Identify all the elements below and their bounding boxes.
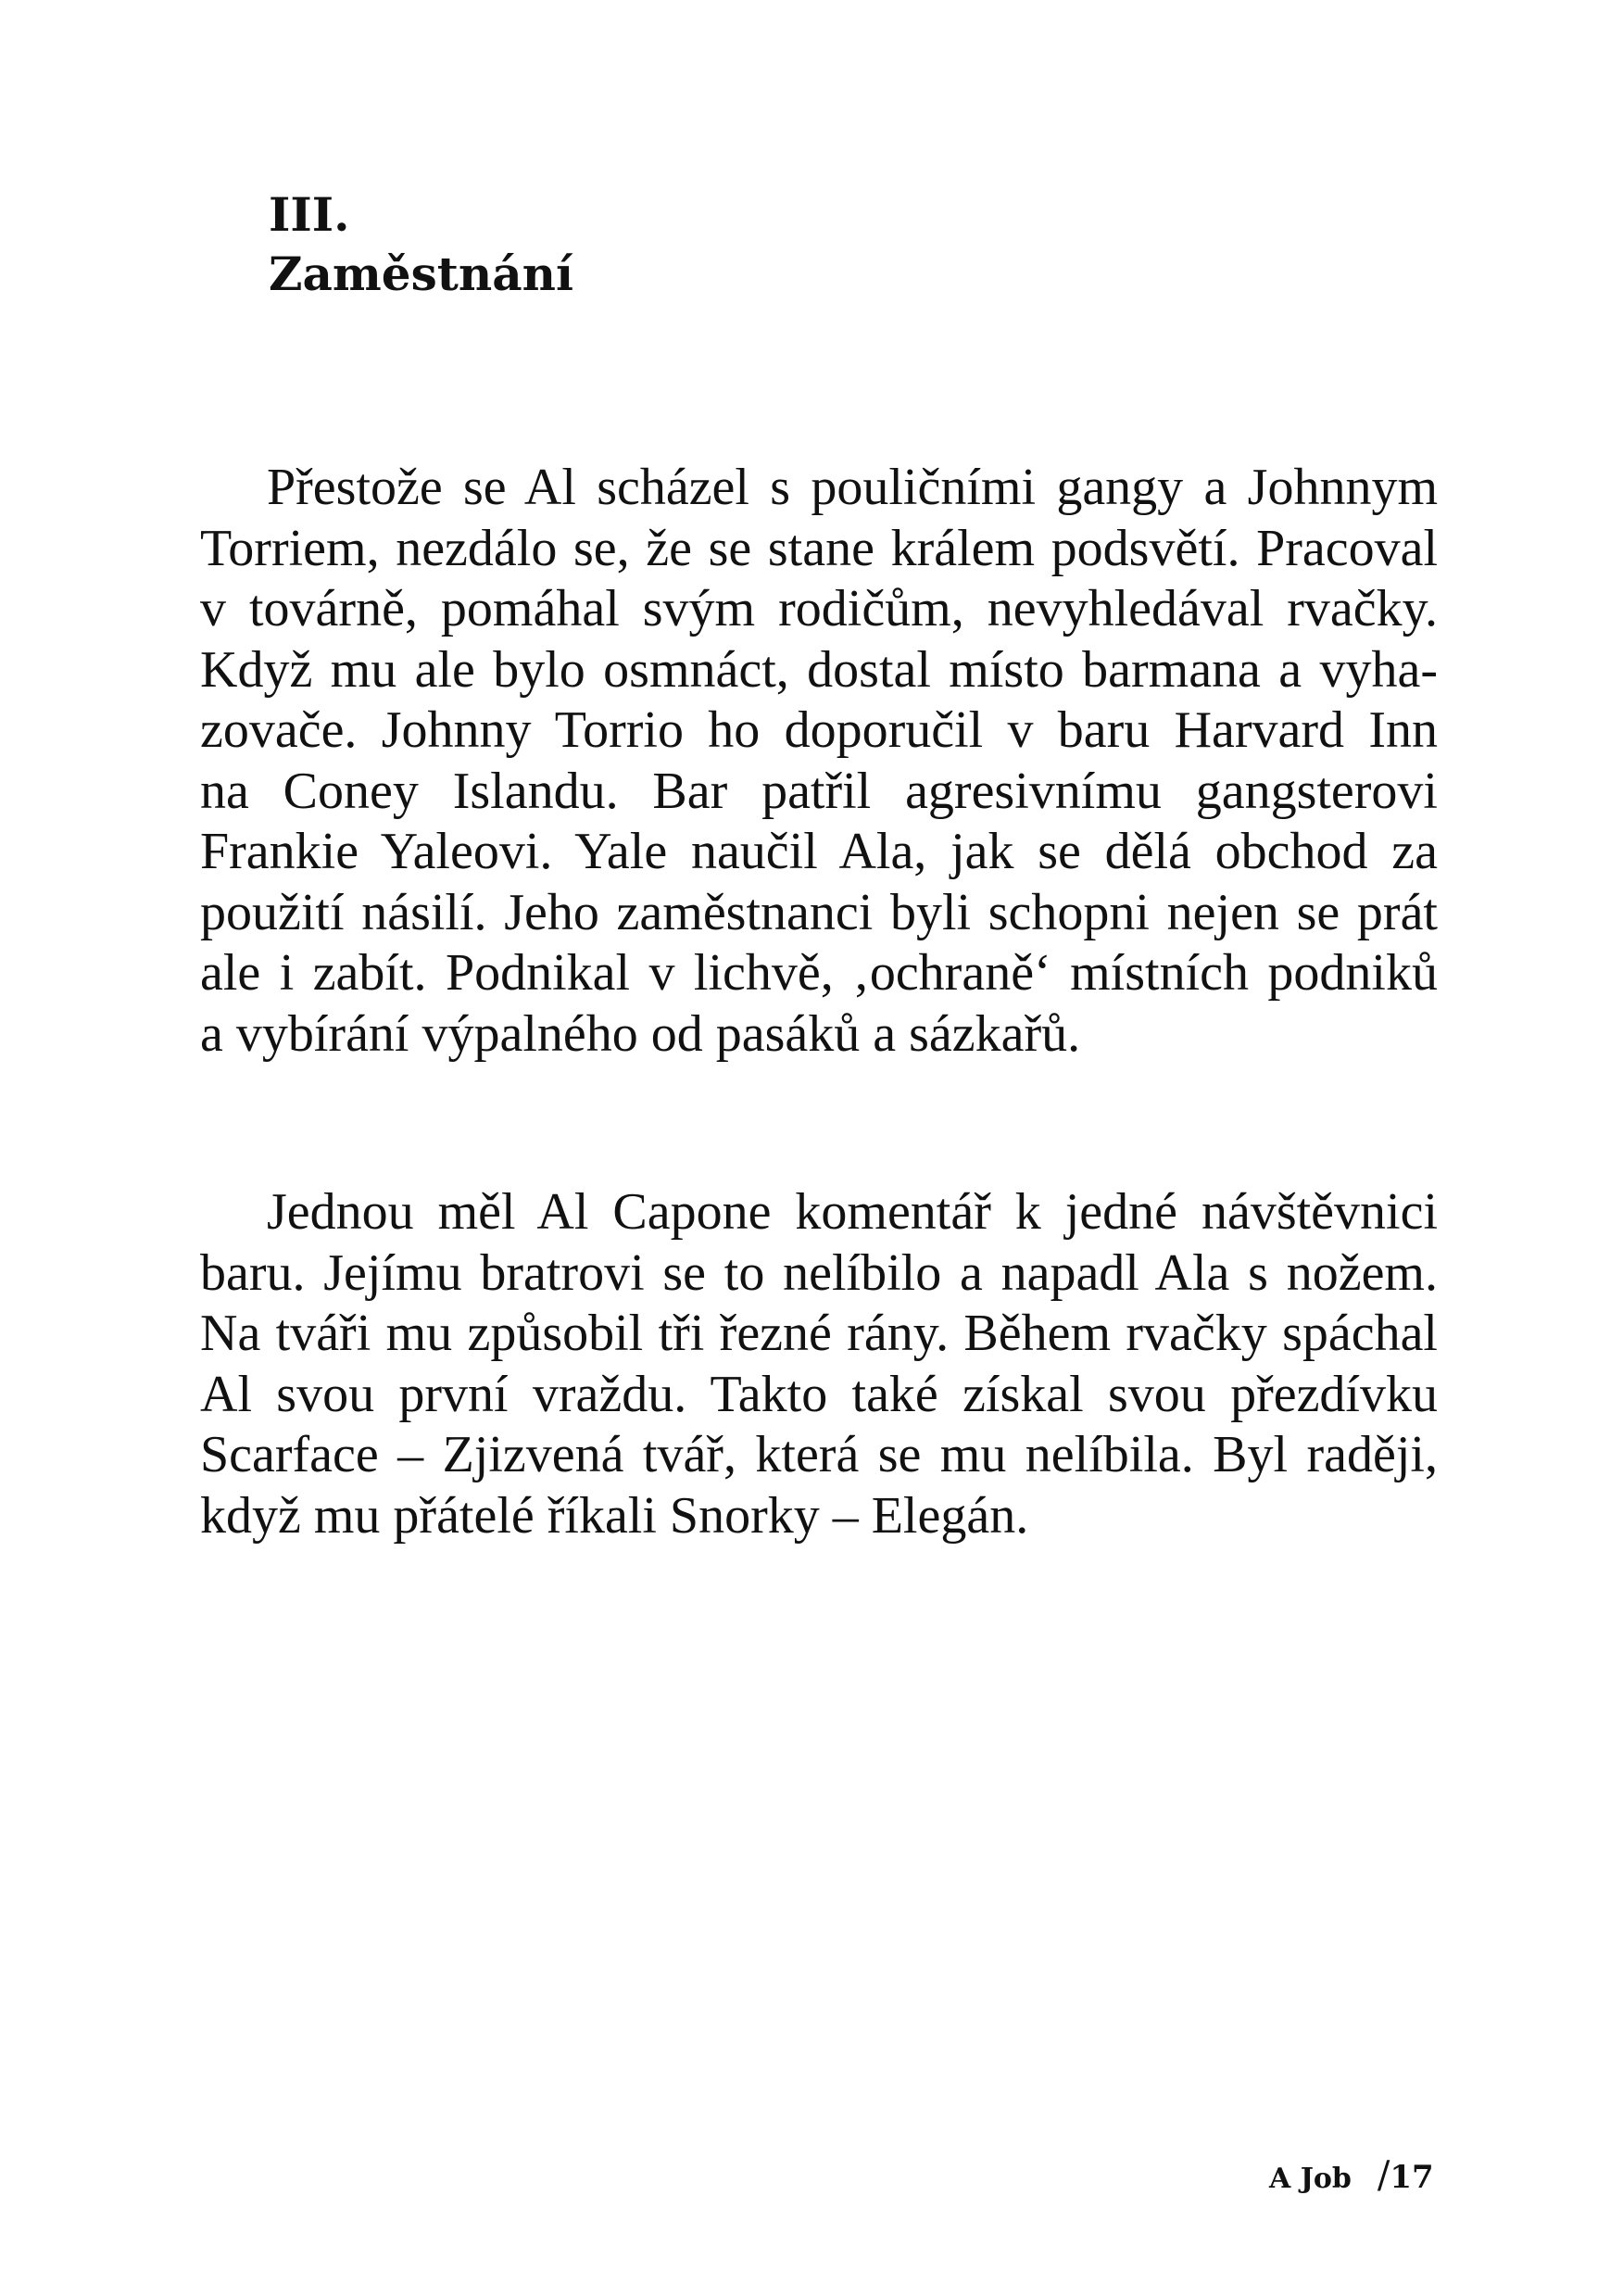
text-line: ale i zabít. Podnikal v lichvě, ‚ochraně‘ místních podniků [200, 944, 1438, 1002]
text-line: Torriem, nezdálo se, že se stane králem podsvětí. Pracoval [200, 519, 1438, 577]
text-line: v továrně, pomáhal svým rodičům, nevyhledával rvačky. [200, 580, 1438, 637]
text-line: Přestože se Al scházel s pouličními gangy a Johnnym [267, 459, 1438, 516]
text-line: na Coney Islandu. Bar patřil agresivnímu gangsterovi [200, 762, 1438, 820]
text-line: Al svou první vraždu. Takto také získal svou přezdívku [200, 1365, 1438, 1423]
chapter-number: III. [269, 187, 350, 242]
text-line: Frankie Yaleovi. Yale naučil Ala, jak se dělá obchod za [200, 823, 1438, 880]
text-line: zovače. Johnny Torrio ho doporučil v baru Harvard Inn [200, 701, 1438, 759]
text-line: Scarface – Zjizvená tvář, která se mu nelíbila. Byl raději, [200, 1426, 1438, 1483]
page-number: 17 [1390, 2159, 1434, 2196]
footer-separator: / [1377, 2154, 1390, 2197]
text-line: baru. Jejímu bratrovi se to nelíbilo a napadl Ala s nožem. [200, 1243, 1438, 1302]
text-line: použití násilí. Jeho zaměstnanci byli schopni nejen se prát [200, 883, 1438, 941]
text-line: když mu přátelé říkali Snorky – Elegán. [200, 1486, 1029, 1545]
text-line: a vybírání výpalného od pasáků a sázkařů. [200, 1004, 1081, 1063]
page-footer [1269, 2154, 1434, 2197]
chapter-heading [269, 185, 573, 304]
running-title: A Job [1269, 2163, 1352, 2195]
paragraph-2 [200, 1182, 1438, 1546]
chapter-title: Zaměstnání [269, 246, 573, 301]
text-line: Když mu ale bylo osmnáct, dostal místo barmana a vyha- [200, 640, 1438, 699]
text-line: Jednou měl Al Capone komentář k jedné návštěvnici [267, 1183, 1438, 1241]
text-line: Na tváři mu způsobil tři řezné rány. Během rvačky spáchal [200, 1305, 1438, 1362]
paragraph-1 [200, 458, 1438, 1065]
